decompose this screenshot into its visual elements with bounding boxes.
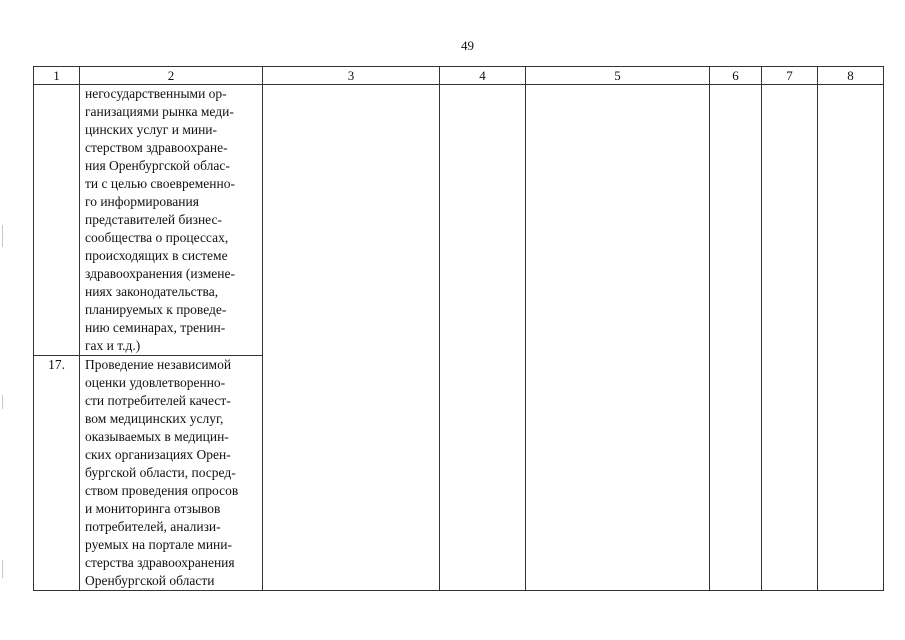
column-header: 1 (34, 67, 80, 85)
measure-description (80, 85, 263, 356)
column-header: 4 (440, 67, 526, 85)
description-line: ти с целью своевременно- (85, 176, 235, 191)
description-line: бургской области, посред- (85, 465, 236, 480)
empty-cell (710, 85, 762, 591)
row-number: 17. (34, 356, 80, 591)
page-number: 49 (461, 38, 474, 53)
description-line: планируемых к проведе- (85, 302, 227, 317)
description-line: Проведение независимой (85, 357, 232, 372)
column-header: 7 (762, 67, 818, 85)
description-line: оценки удовлетворенно- (85, 375, 226, 390)
description-line: нию семинарах, тренин- (85, 320, 226, 335)
description-line: сти потребителей качест- (85, 393, 231, 408)
description-line: гах и т.д.) (85, 338, 141, 353)
column-header: 2 (80, 67, 263, 85)
description-line: вом медицинских услуг, (85, 411, 224, 426)
empty-cell (526, 85, 710, 591)
table-row (34, 85, 884, 356)
description-line: Оренбургской области (85, 573, 215, 588)
description-line: здравоохранения (измене- (85, 266, 235, 281)
description-line: стерством здравоохране- (85, 140, 228, 155)
empty-cell (762, 85, 818, 591)
description-line: ниях законодательства, (85, 284, 219, 299)
description-line: представителей бизнес- (85, 212, 222, 227)
description-line: ганизациями рынка меди- (85, 104, 234, 119)
scan-edge-mark (2, 225, 3, 247)
row-number (34, 85, 80, 356)
document-table (33, 66, 884, 591)
header-row (34, 67, 884, 85)
description-line: происходящих в системе (85, 248, 228, 263)
column-header: 6 (710, 67, 762, 85)
column-header: 8 (818, 67, 884, 85)
description-line: и мониторинга отзывов (85, 501, 221, 516)
description-line: оказываемых в медицин- (85, 429, 229, 444)
scan-edge-mark (2, 395, 3, 409)
description-line: ских организациях Орен- (85, 447, 231, 462)
column-header: 5 (526, 67, 710, 85)
scan-edge-mark (2, 560, 3, 578)
description-line: го информирования (85, 194, 199, 209)
description-line: руемых на портале мини- (85, 537, 233, 552)
description-line: потребителей, анализи- (85, 519, 221, 534)
empty-cell (263, 85, 440, 591)
description-line: негосударственными ор- (85, 86, 227, 101)
description-line: стерства здравоохранения (85, 555, 235, 570)
empty-cell (818, 85, 884, 591)
description-line: цинских услуг и мини- (85, 122, 218, 137)
description-line: ством проведения опросов (85, 483, 239, 498)
description-line: сообщества о процессах, (85, 230, 229, 245)
column-header: 3 (263, 67, 440, 85)
empty-cell (440, 85, 526, 591)
measure-description (80, 356, 263, 591)
description-line: ния Оренбургской облас- (85, 158, 230, 173)
